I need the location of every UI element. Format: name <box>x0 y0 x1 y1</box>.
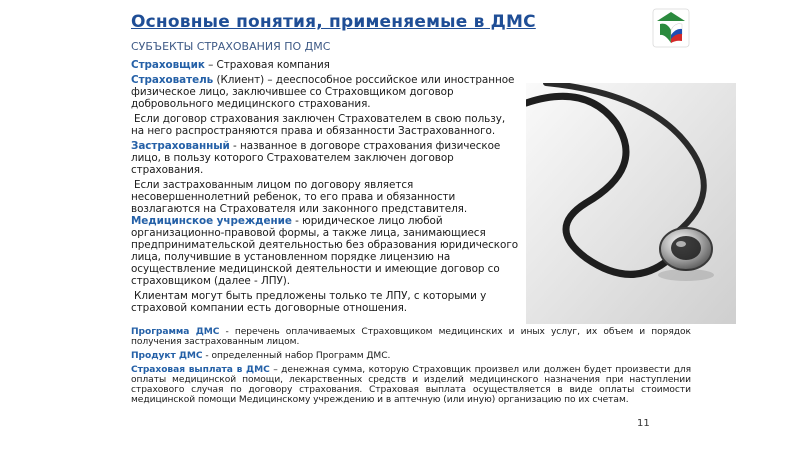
stethoscope-photo <box>526 83 736 324</box>
note-insured: Если застрахованным лицом по договору является несовершеннолетний ребенок, то его права и обязанности возлагаются на Страхователя или законного представителя. <box>131 179 468 215</box>
term-insured: Застрахованный <box>131 140 230 152</box>
stethoscope-icon <box>526 83 736 324</box>
definition-payment <box>131 365 691 405</box>
definition-policyholder <box>131 74 521 110</box>
term-medical: Медицинское учреждение <box>131 215 292 227</box>
page-number: 11 <box>637 418 650 429</box>
slide-subtitle: СУБЪЕКТЫ СТРАХОВАНИЯ ПО ДМС <box>131 40 331 53</box>
term-policyholder: Страхователь <box>131 74 214 86</box>
term-program: Программа ДМС <box>131 327 220 337</box>
definition-program <box>131 327 691 347</box>
note-medical: Клиентам могут быть предложены только те ЛПУ, с которыми у страховой компании есть договорные отношения. <box>131 290 487 314</box>
term-product: Продукт ДМС <box>131 351 203 361</box>
term-insurer: Страховщик <box>131 59 205 71</box>
text-product: - определенный набор Программ ДМС. <box>202 351 391 361</box>
definitions-block <box>131 59 521 317</box>
note-policyholder: Если договор страхования заключен Страхователем в свою пользу, на него распространяются права и обязанности Застрахованного. <box>131 113 506 137</box>
definition-medical <box>131 215 521 287</box>
text-insured: - названное в договоре страхования физическое лицо, в пользу которого Страхователем заключен договор страхования. <box>131 140 501 176</box>
text-program: - перечень оплачиваемых Страховщиком медицинских и иных услуг, их объем и порядок получения застрахованным лицом. <box>131 327 691 347</box>
definition-insured <box>131 140 521 176</box>
union-flag-logo-icon <box>652 8 690 48</box>
definition-insurer <box>131 59 521 71</box>
slide-title: Основные понятия, применяемые в ДМС <box>131 12 536 32</box>
text-payment: – денежная сумма, которую Страховщик произвел или должен будет произвести для оплаты медицинской помощи, лекарственных средств и изделий медицинского назначения при наступлении страхового случая по договору страхования. Страховая выплата осуществляется в виде оплаты стоимости медицинской помощи Медицинскому учреждению и в аптечную (или иную) организацию по их счетам. <box>131 365 691 405</box>
term-payment: Страховая выплата в ДМС <box>131 365 270 375</box>
bottom-definitions <box>131 327 691 409</box>
text-medical: - юридическое лицо любой организационно-правовой формы, а также лица, занимающиеся предпринимательской деятельностью без образования юридического лица, получившие в установленном порядке лицензию на осуществление медицинской деятельности и имеющие договор со страховщиком (далее - ЛПУ). <box>131 215 519 287</box>
text-policyholder: (Клиент) – дееспособное российское или иностранное физическое лицо, заключившее со Страховщиком договор добровольного медицинского страхования. <box>131 74 515 110</box>
text-insurer: – Страховая компания <box>204 59 330 71</box>
definition-product <box>131 351 691 361</box>
